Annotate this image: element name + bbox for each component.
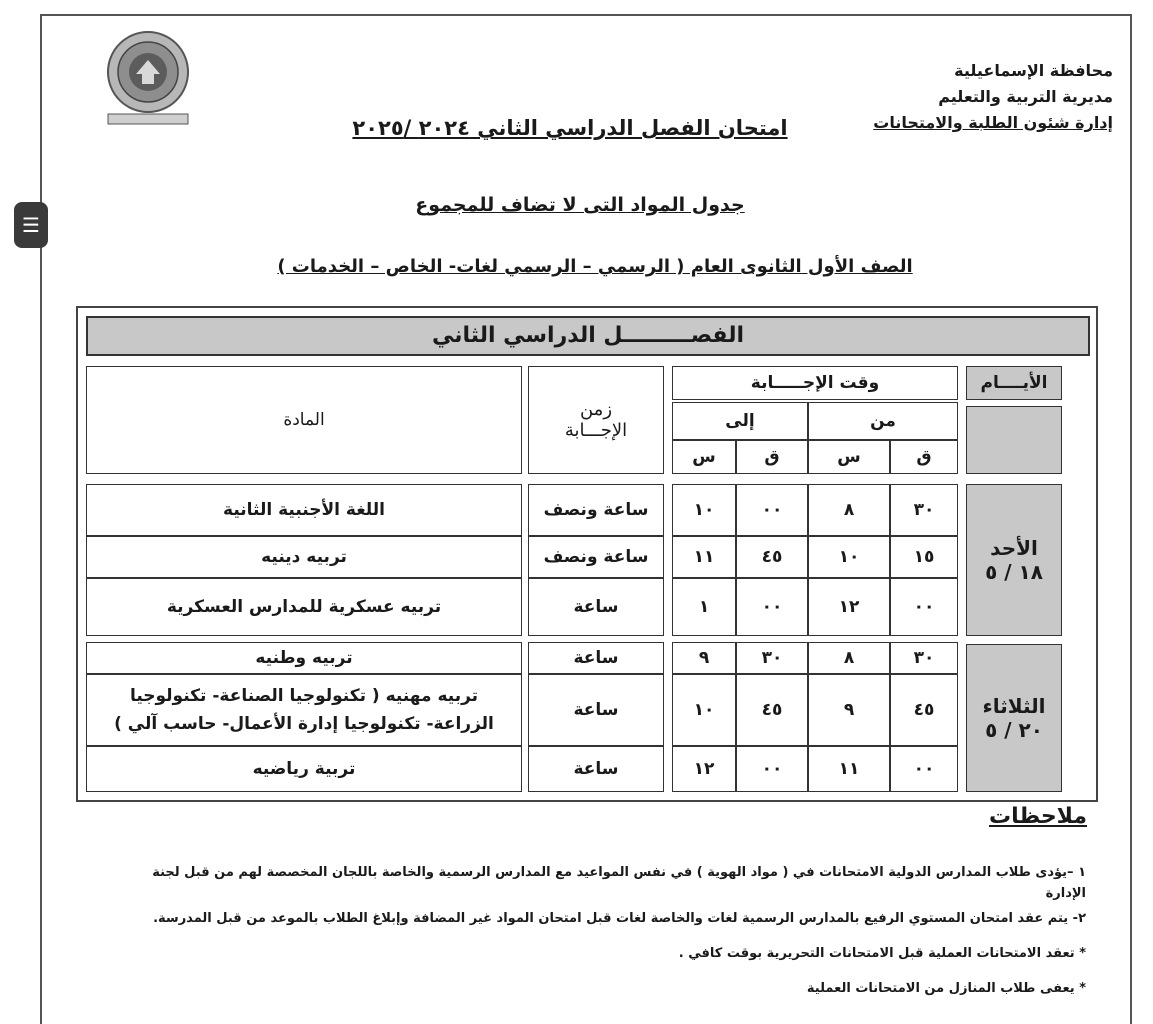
grade-line: الصف الأول الثانوى العام ( الرسمي – الرسمي لغات- الخاص – الخدمات ) bbox=[277, 256, 913, 277]
days-header: الأيــــام bbox=[966, 366, 1062, 400]
subject-cell: تربيه دينيه bbox=[86, 536, 522, 578]
from-hour-cell: ٨ bbox=[808, 642, 890, 674]
to-minute-cell: ٤٥ bbox=[736, 536, 808, 578]
from-minute-cell: ٠٠ bbox=[890, 746, 958, 792]
exam-title: امتحان الفصل الدراسي الثاني ٢٠٢٤ /٢٠٢٥ bbox=[352, 116, 788, 140]
duration-cell: ساعة bbox=[528, 578, 664, 636]
duration-cell: ساعة bbox=[528, 642, 664, 674]
from-minute-cell: ٣٠ bbox=[890, 484, 958, 536]
to-hour-cell: ١٠ bbox=[672, 674, 736, 746]
from-minute-cell: ٣٠ bbox=[890, 642, 958, 674]
days-header-blank bbox=[966, 406, 1062, 474]
note-item: ١ –يؤدى طلاب المدارس الدولية الامتحانات في ( مواد الهوية ) في نفس المواعيد مع المدارس الرسمية والخاصة باللجان المخصصة لهم من قبل لجنة الإدارة bbox=[152, 865, 1086, 901]
subject-cell: تربيه عسكرية للمدارس العسكرية bbox=[86, 578, 522, 636]
to-minute-header: ق bbox=[736, 440, 808, 474]
to-minute-cell: ٠٠ bbox=[736, 578, 808, 636]
note-item: * يعفى طلاب المنازل من الامتحانات العملية bbox=[806, 981, 1086, 996]
notes-list bbox=[120, 862, 1086, 1003]
table-title: جدول المواد التى لا تضاف للمجموع bbox=[415, 194, 745, 216]
to-hour-cell: ١٠ bbox=[672, 484, 736, 536]
from-minute-cell: ١٥ bbox=[890, 536, 958, 578]
to-hour-header: س bbox=[672, 440, 736, 474]
day-cell-tuesday bbox=[966, 644, 1062, 792]
from-header: من bbox=[808, 402, 958, 440]
day-date: ٢٠ / ٥ bbox=[985, 718, 1043, 742]
subject-cell: تربية رياضيه bbox=[86, 746, 522, 792]
subject-cell: تربيه مهنيه ( تكنولوجيا الصناعة- تكنولوجيا الزراعة- تكنولوجيا إدارة الأعمال- حاسب آلي ) bbox=[86, 674, 522, 746]
to-minute-cell: ٣٠ bbox=[736, 642, 808, 674]
semester-heading: الفصـــــــــل الدراسي الثاني bbox=[86, 316, 1090, 356]
day-name: الأحد bbox=[990, 536, 1038, 560]
subject-cell: اللغة الأجنبية الثانية bbox=[86, 484, 522, 536]
from-minute-cell: ٤٥ bbox=[890, 674, 958, 746]
issuer-header bbox=[853, 58, 1113, 136]
note-item: * تعقد الامتحانات العملية قبل الامتحانات التحريرية بوقت كافي . bbox=[678, 946, 1086, 961]
to-minute-cell: ٤٥ bbox=[736, 674, 808, 746]
from-hour-cell: ١١ bbox=[808, 746, 890, 792]
to-minute-cell: ٠٠ bbox=[736, 484, 808, 536]
directorate-seal bbox=[96, 30, 200, 128]
to-header: إلى bbox=[672, 402, 808, 440]
from-minute-cell: ٠٠ bbox=[890, 578, 958, 636]
duration-cell: ساعة ونصف bbox=[528, 484, 664, 536]
from-minute-header: ق bbox=[890, 440, 958, 474]
duration-header-line1: زمن bbox=[579, 399, 613, 420]
duration-header bbox=[528, 366, 664, 474]
duration-cell: ساعة ونصف bbox=[528, 536, 664, 578]
from-hour-cell: ٩ bbox=[808, 674, 890, 746]
day-cell-sunday bbox=[966, 484, 1062, 636]
from-hour-header: س bbox=[808, 440, 890, 474]
menu-icon[interactable]: ☰ bbox=[14, 202, 48, 248]
to-hour-cell: ٩ bbox=[672, 642, 736, 674]
to-hour-cell: ١١ bbox=[672, 536, 736, 578]
duration-header-line2: الإجـــابة bbox=[564, 420, 628, 441]
from-hour-cell: ١٢ bbox=[808, 578, 890, 636]
notes-heading: ملاحظات bbox=[989, 804, 1087, 829]
department-name: إدارة شئون الطلبة والامتحانات bbox=[873, 113, 1113, 132]
day-name: الثلاثاء bbox=[982, 694, 1046, 718]
from-hour-cell: ١٠ bbox=[808, 536, 890, 578]
answer-time-header: وقت الإجـــــابة bbox=[672, 366, 958, 400]
day-date: ١٨ / ٥ bbox=[985, 560, 1043, 584]
to-hour-cell: ١ bbox=[672, 578, 736, 636]
to-hour-cell: ١٢ bbox=[672, 746, 736, 792]
duration-cell: ساعة bbox=[528, 746, 664, 792]
note-item: ٢- يتم عقد امتحان المستوي الرفيع بالمدارس الرسمية لغات والخاصة لغات قبل امتحان المواد غير المضافة وإبلاغ الطلاب بالموعد من قبل المدرسة. bbox=[153, 911, 1086, 926]
subject-cell: تربيه وطنيه bbox=[86, 642, 522, 674]
governorate-name: محافظة الإسماعيلية bbox=[954, 61, 1113, 80]
subject-header: المادة bbox=[86, 366, 522, 474]
to-minute-cell: ٠٠ bbox=[736, 746, 808, 792]
duration-cell: ساعة bbox=[528, 674, 664, 746]
directorate-name: مديرية التربية والتعليم bbox=[938, 87, 1113, 106]
from-hour-cell: ٨ bbox=[808, 484, 890, 536]
